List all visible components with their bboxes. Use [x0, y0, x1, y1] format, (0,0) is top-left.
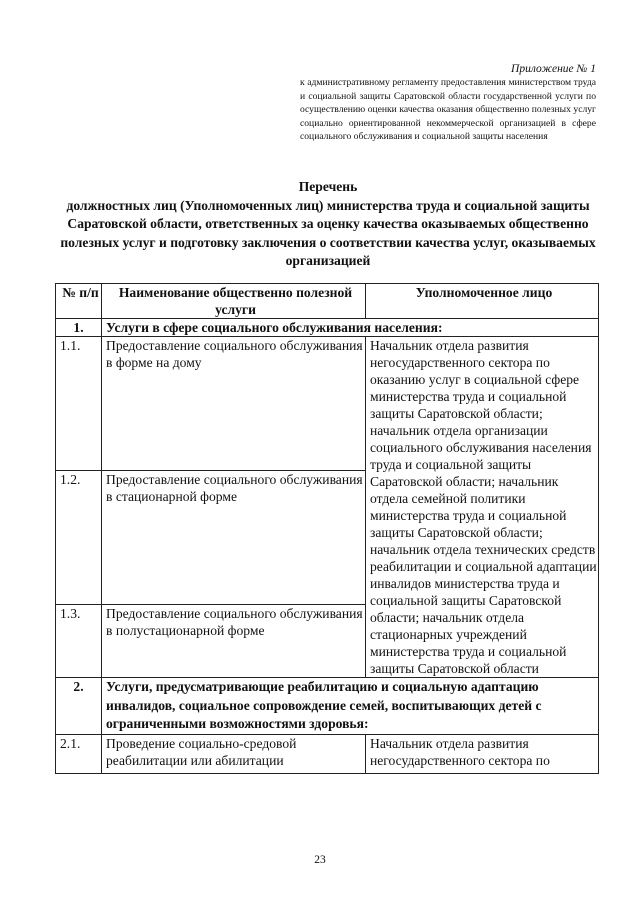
section-row — [56, 678, 599, 735]
header-person: Уполномоченное лицо — [366, 284, 599, 319]
authorized-officials: Начальник отдела развития негосударственного сектора по оказанию услуг в социальной сфере министерства труда и социальной защиты Саратовской области; начальник отдела организации социального обслуживания населения труда и социальной защиты Саратовской области; начальник отдела семейной политики министерства труда и социальной защиты Саратовской области; начальник отдела технических средств реабилитации и социальной адаптации инвалидов министерства труда и социальной защиты Саратовской области; начальник отдела стационарных учреждений министерства труда и социальной защиты Саратовской области — [366, 337, 599, 678]
row-service: Предоставление социального обслуживания в форме на дому — [102, 337, 366, 471]
row-service: Предоставление социального обслуживания в стационарной форме — [102, 471, 366, 605]
row-number: 1.3. — [56, 605, 102, 678]
row-person: Начальник отдела развития негосударственного сектора по — [366, 734, 599, 773]
appendix-title: Приложение № 1 — [511, 63, 596, 75]
section-number: 1. — [56, 319, 102, 337]
section-title: Услуги в сфере социального обслуживания населения: — [102, 319, 599, 337]
heading-subtitle: должностных лиц (Уполномоченных лиц) министерства труда и социальной защиты Саратовской области, ответственных за оценку качества оказываемых общественно полезных услуг и подготовку заключения о соответствии качества услуг, оказываемых организацией — [60, 197, 596, 269]
header-service: Наименование общественно полезной услуги — [102, 284, 366, 319]
heading-title: Перечень — [298, 179, 358, 194]
section-row — [56, 319, 599, 337]
table-row — [56, 337, 599, 471]
section-number: 2. — [56, 678, 102, 735]
row-number: 1.2. — [56, 471, 102, 605]
header-number: № п/п — [56, 284, 102, 319]
row-number: 1.1. — [56, 337, 102, 471]
appendix-text: к административному регламенту предоставления министерством труда и социальной защиты Саратовской области государственной услуги по осуществлению оценки качества оказания общественно полезных услуг социально ориентированной некоммерческой организацией в сфере социального обслуживания и социальной защиты населения — [300, 77, 596, 143]
row-number: 2.1. — [56, 734, 102, 773]
page-number: 23 — [314, 854, 326, 866]
document-heading — [52, 178, 604, 271]
row-service: Предоставление социального обслуживания в полустационарной форме — [102, 605, 366, 678]
officials-table — [55, 283, 599, 774]
section-title: Услуги, предусматривающие реабилитацию и социальную адаптацию инвалидов, социальное сопровождение семей, воспитывающих детей с ограниченными возможностями здоровья: — [102, 678, 599, 735]
appendix-block — [300, 62, 596, 144]
table-header-row — [56, 284, 599, 319]
table-row — [56, 734, 599, 773]
row-service: Проведение социально-средовой реабилитации или абилитации — [102, 734, 366, 773]
